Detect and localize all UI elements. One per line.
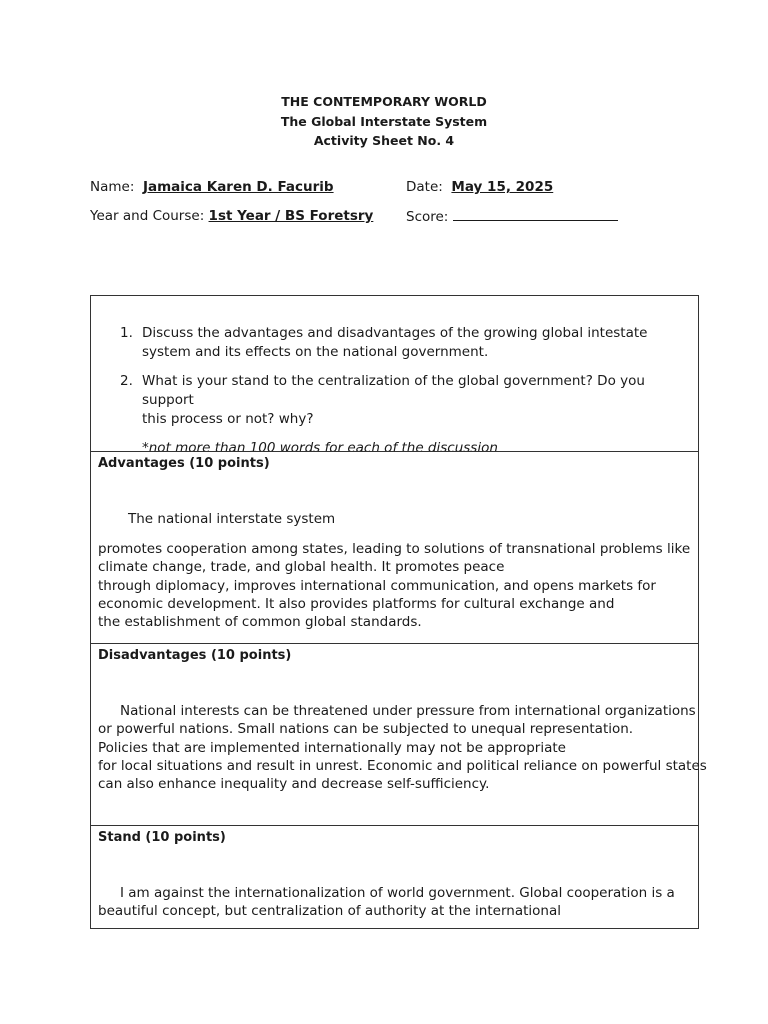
instruction-number: 2. — [120, 373, 133, 389]
disadvantages-section — [91, 643, 707, 825]
text-line: through diplomacy, improves international communication, and opens markets for — [98, 577, 656, 594]
text-line: National interests can be threatened under pressure from international organizations — [120, 703, 696, 719]
text-line: promotes cooperation among states, leading to solutions of transnational problems like — [98, 541, 691, 557]
instruction-text-line: system and its effects on the national government. — [142, 344, 489, 360]
text-line: climate change, trade, and global health. It promotes peace — [98, 559, 505, 576]
instructions-list — [91, 324, 691, 458]
date-field — [406, 179, 553, 195]
stand-title: Stand (10 points) — [98, 830, 226, 845]
name-value: Jamaica Karen D. Facurib — [142, 179, 334, 195]
disadvantages-title: Disadvantages (10 points) — [98, 648, 292, 663]
text-line: the establishment of common global standards. — [98, 614, 422, 631]
advantages-intro: The national interstate system — [128, 511, 336, 527]
text-line: I am against the internationalization of world government. Global cooperation is a — [120, 885, 675, 901]
score-label: Score: — [406, 209, 449, 225]
course-title: THE CONTEMPORARY WORLD — [281, 94, 487, 109]
text-line: or powerful nations. Small nations can be subjected to unequal representation. — [98, 721, 634, 738]
word-limit-note: *not more than 100 words for each of the discussion — [142, 440, 498, 456]
topic-title: The Global Interstate System — [280, 113, 488, 129]
text-line: Policies that are implemented internationally may not be appropriate — [98, 739, 566, 756]
advantages-section — [91, 451, 698, 643]
date-label: Date: — [406, 179, 443, 195]
instruction-item — [91, 372, 691, 429]
score-blank-line — [453, 208, 618, 221]
year-course-field — [90, 208, 373, 224]
text-line: economic development. It also provides platforms for cultural exchange and — [98, 595, 615, 612]
instruction-item — [91, 324, 691, 362]
activity-table — [90, 295, 707, 929]
instruction-text-line: What is your stand to the centralization of the global government? Do you support — [142, 373, 645, 408]
name-field — [90, 179, 334, 195]
text-line: beautiful concept, but centralization of authority at the international — [98, 903, 561, 920]
advantages-text — [98, 540, 693, 631]
year-course-value: 1st Year / BS Foretsry — [208, 208, 374, 224]
name-label: Name: — [90, 179, 135, 195]
text-line: for local situations and result in unrest. Economic and political reliance on powerful states — [98, 757, 707, 774]
year-course-label: Year and Course: — [90, 208, 205, 224]
instruction-number: 1. — [120, 325, 133, 341]
advantages-title: Advantages (10 points) — [98, 456, 270, 471]
instruction-text-line: Discuss the advantages and disadvantages of the growing global intestate — [142, 325, 648, 341]
activity-title: Activity Sheet No. 4 — [313, 133, 455, 148]
date-value: May 15, 2025 — [451, 179, 554, 195]
instructions-section — [91, 296, 698, 456]
disadvantages-text — [98, 702, 707, 793]
document-header — [0, 92, 768, 151]
stand-text — [98, 884, 693, 921]
stand-section — [91, 825, 698, 928]
score-field — [406, 208, 618, 225]
text-line: can also enhance inequality and decrease self-sufficiency. — [98, 776, 490, 793]
instruction-text-line: this process or not? why? — [142, 411, 314, 427]
